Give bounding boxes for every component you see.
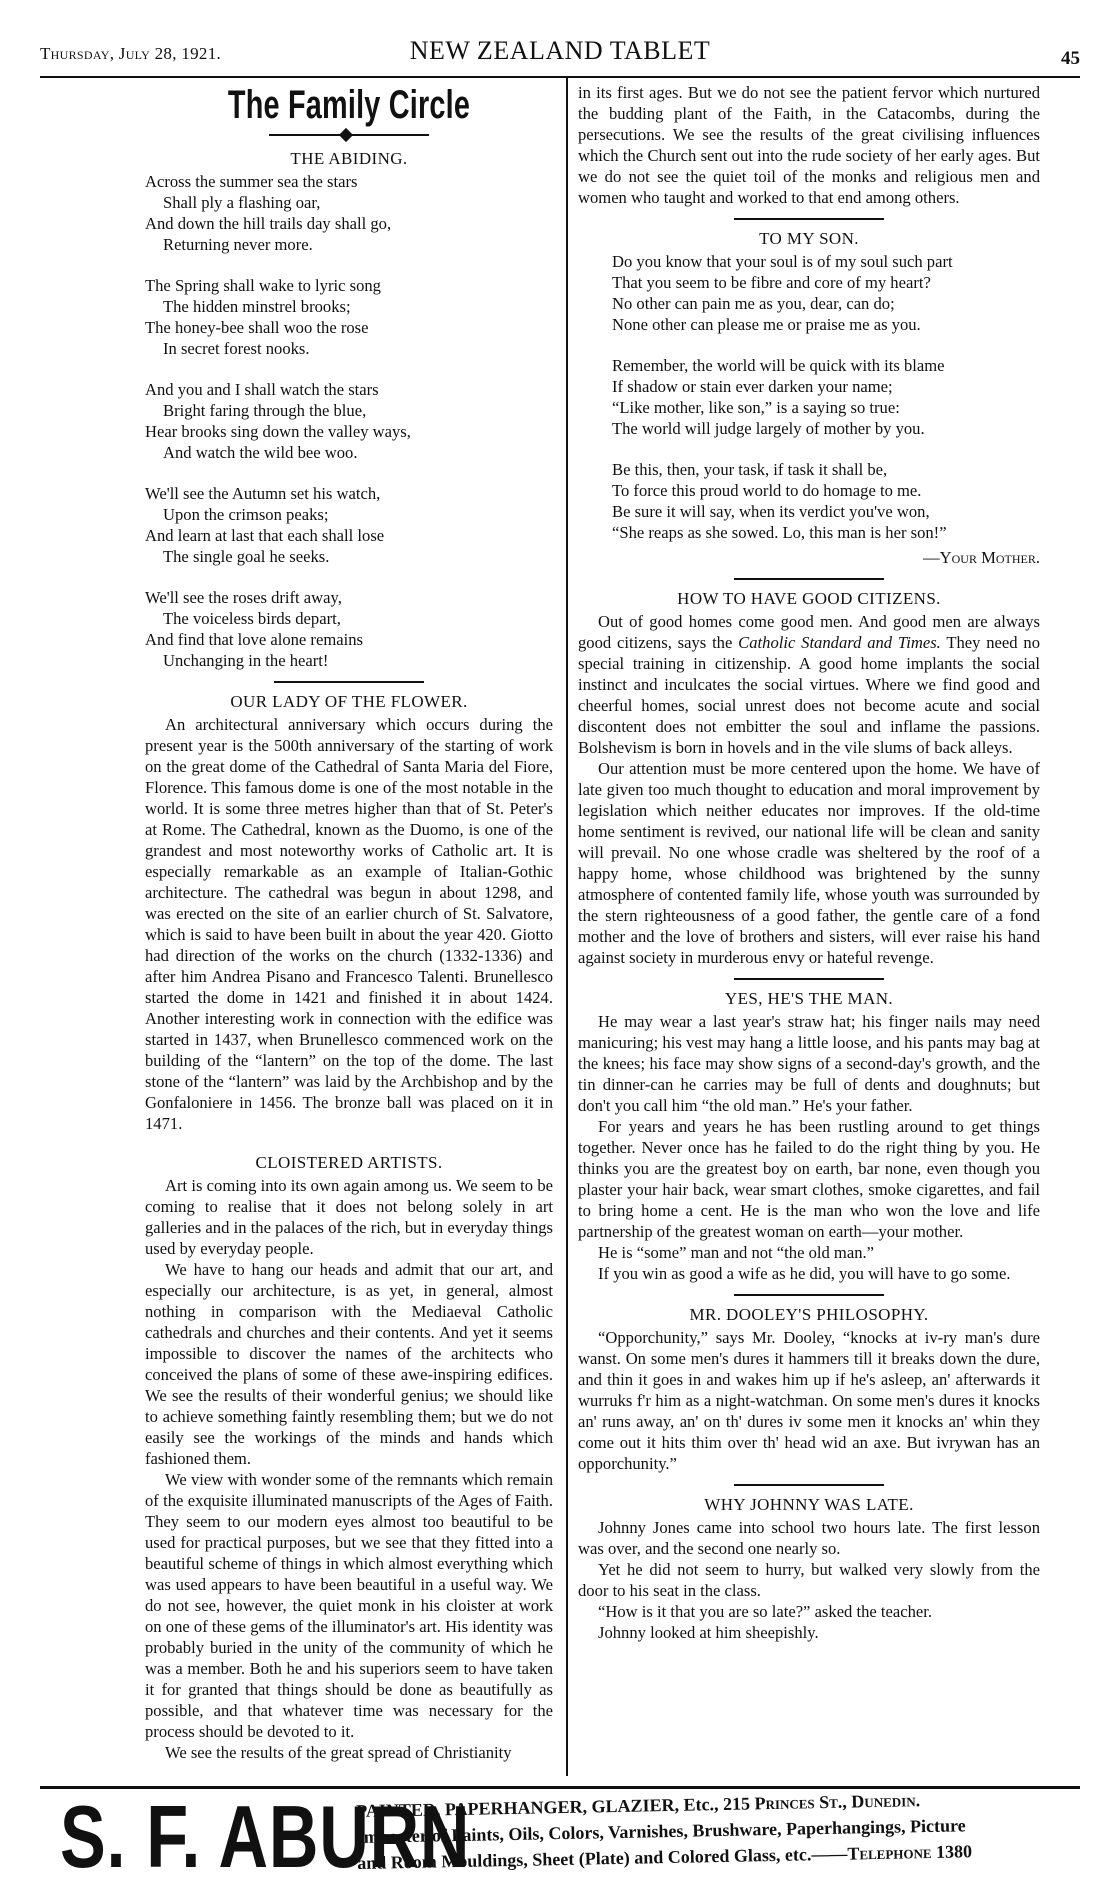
divider — [734, 978, 884, 980]
poem-line: Unchanging in the heart! — [163, 651, 329, 670]
paragraph: An architectural anniversary which occurs during the present year is the 500th anniversary of the starting of work on the great dome of the Cathedral of Santa Maria del Fiore, Florence. This famous dome is one of the most notable in the world. It is some three metres higher than that of St. Peter's at Rome. The Cathedral, known as the Duomo, is one of the grandest and most noteworthy works of Catholic art. It is especially remarkable as an example of Italian-Gothic architecture. The cathedral was begun in about 1298, and was erected on the site of an earlier church of St. Salvatore, which is said to have been built in about the year 420. Giotto had direction of the works on the church (1332-1336) and after him Andrea Pisano and Francesco Talenti. Brunellesco started the dome in 1421 and finished it in about 1424. Another interesting work in connection with the edifice was started in 1437, when Brunellesco commenced work on the building of the “lantern” on the top of the dome. The last stone of the “lantern” was laid by the Archbishop and by the Gonfaloniere in 1456. The bronze ball was placed on it in 1471. — [145, 715, 553, 1133]
poem-line: We'll see the Autumn set his watch, — [145, 484, 381, 503]
poem-line: Upon the crimson peaks; — [163, 505, 329, 524]
poem-signoff: —Your Mother. — [923, 548, 1040, 567]
divider — [734, 578, 884, 580]
poem-line: No other can pain me as you, dear, can do; — [612, 294, 895, 313]
section-title: The Family Circle — [227, 83, 471, 127]
paragraph: He is “some” man and not “the old man.” — [598, 1243, 875, 1262]
divider — [734, 1484, 884, 1486]
poem-line: Do you know that your soul is of my soul such part — [612, 252, 953, 271]
divider — [734, 1294, 884, 1296]
text-run: Out of good homes come good men. And good men are always good citizens, says the — [578, 612, 1040, 652]
page-number: 45 — [1061, 48, 1080, 69]
good-citizens-paragraph — [578, 611, 1040, 758]
poem-line: And find that love alone remains — [145, 630, 363, 649]
column-rule — [566, 76, 568, 1776]
poem-line: Remember, the world will be quick with its blame — [612, 356, 945, 375]
poem-line: And watch the wild bee woo. — [163, 443, 358, 462]
good-citizens-paragraph: Our attention must be more centered upon the home. We have of late given too much thought to education and moral improvement by legislation which neither educates nor improves. If the old-time home sentiment is revived, our national life will be clean and sanity will prevail. No one whose cradle was sheltered by the roof of a happy home, whose childhood was brightened by the sunny atmosphere of contented family life, whose youth was surrounded by the stern righteousness of a good father, the gentle care of a fond mother and the love of brothers and sisters, will ever raise his hand against society in murderous envy or hateful revenge. — [578, 759, 1040, 967]
text-run: Telephone 1380 — [847, 1841, 973, 1864]
paragraph: Art is coming into its own again among us. We seem to be coming to realise that it does not belong solely in art galleries and in the palaces of the rich, but in everyday things used by everyday people. — [145, 1176, 553, 1258]
stanza — [612, 459, 1040, 543]
advertiser-name: S. F. ABURN — [60, 1787, 471, 1886]
paragraph: We view with wonder some of the remnants which remain of the exquisite illuminated manuscripts of the Ages of Faith. They seem to our modern eyes almost too beautiful to be used for practical purposes, but we see that they fitted into a beautiful scheme of things in which almost everything which was used appears to have been beautiful in a useful way. We do not see, however, the quiet monk in his cloister at work on one of these gems of the illuminator's art. His identity was probably buried in the unity of the community of which he was a member. Both he and his superiors seem to have taken it for granted that things should be done as beautifully as possible, and that whatever time was necessary for the process should be devoted to it. — [145, 1470, 553, 1741]
article-title-our-lady: OUR LADY OF THE FLOWER. — [230, 692, 468, 711]
stanza — [145, 483, 553, 567]
poem-line: That you seem to be fibre and core of my heart? — [612, 273, 931, 292]
paragraph: Johnny looked at him sheepishly. — [598, 1623, 819, 1642]
poem-line: And down the hill trails day shall go, — [145, 214, 392, 233]
stanza — [145, 171, 553, 255]
poem-abiding — [145, 171, 553, 671]
article-title-good-citizens: HOW TO HAVE GOOD CITIZENS. — [677, 589, 941, 608]
paragraph: We have to hang our heads and admit that our art, and especially our architecture, is as yet, in general, almost nothing in comparison with the Mediaeval Catholic cathedrals and churches and their contents. And yet it seems impossible to discover the names of the architects who conceived the plans of some of these awe-inspiring edifices. We see the results of their wonderful genius; we should like to achieve something faintly resembling them; but we do not easily see the workings of the minds and hands which fashioned them. — [145, 1260, 553, 1468]
header-rule — [40, 76, 1080, 78]
continuation-paragraph: in its first ages. But we do not see the patient fervor which nurtured the budding plant of the Faith, in the Catacombs, during the persecutions. We see the results of the great civilising influences which the Church sent out into the rude society of her early ages. But we do not see the quiet toil of the monks and religious men and women who taught and worked to that end among others. — [578, 83, 1040, 207]
article-title-yes-hes-the-man: YES, HE'S THE MAN. — [724, 989, 894, 1008]
poem-line: The honey-bee shall woo the rose — [145, 318, 369, 337]
poem-line: Shall ply a flashing oar, — [163, 193, 321, 212]
left-column — [145, 82, 553, 1763]
article-title-dooley: MR. DOOLEY'S PHILOSOPHY. — [689, 1305, 929, 1324]
advertisement — [60, 1787, 1080, 1886]
poem-line: “She reaps as she sowed. Lo, this man is her son!” — [612, 523, 947, 542]
paragraph: “How is it that you are so late?” asked the teacher. — [598, 1602, 933, 1621]
poem-line: “Like mother, like son,” is a saying so true: — [612, 398, 900, 417]
article-title-johnny: WHY JOHNNY WAS LATE. — [704, 1495, 914, 1514]
issue-date: Thursday, July 28, 1921. — [40, 44, 222, 63]
masthead: NEW ZEALAND TABLET — [409, 36, 711, 65]
poem-line: Be this, then, your task, if task it shall be, — [612, 460, 888, 479]
article-title-cloistered: CLOISTERED ARTISTS. — [255, 1153, 443, 1172]
poem-line: And learn at last that each shall lose — [145, 526, 385, 545]
poem-line: In secret forest nooks. — [163, 339, 310, 358]
text-run: Princes St., Dunedin. — [754, 1790, 921, 1814]
poem-line: Bright faring through the blue, — [163, 401, 367, 420]
article-yes-hes-the-man — [578, 1011, 1040, 1284]
poem-line: If shadow or stain ever darken your name; — [612, 377, 893, 396]
paragraph: If you win as good a wife as he did, you will have to go some. — [598, 1264, 1011, 1283]
poem-line: The hidden minstrel brooks; — [163, 297, 351, 316]
poem-line: We'll see the roses drift away, — [145, 588, 342, 607]
stanza — [612, 251, 1040, 335]
text-run: and Room Mouldings, Sheet (Plate) and Colored Glass, etc.—— — [357, 1843, 848, 1873]
article-cloistered — [145, 1175, 553, 1763]
poem-line: None other can please me or praise me as you. — [612, 315, 921, 334]
paragraph: He may wear a last year's straw hat; his finger nails may need manicuring; his vest may hang a little loose, and his pants may bag at the knees; his face may show signs of a second-day's growth, and the tin dinner-can he carries may be full of dents and doughnuts; but don't you call him “the old man.” He's your father. — [578, 1012, 1040, 1115]
text-run: They need no special training in citizenship. A good home implants the social instinct and inculcates the social virtues. Where we find good and cheerful homes, social unrest does not become acute and social discontent does not embitter the soul and inflame the passions. Bolshevism is born in hovels and in the vile slums of back alleys. — [578, 633, 1040, 757]
poem-title-to-my-son: TO MY SON. — [759, 229, 859, 248]
page-header — [40, 34, 1080, 74]
poem-line: The Spring shall wake to lyric song — [145, 276, 381, 295]
poem-line: The voiceless birds depart, — [163, 609, 341, 628]
poem-line: And you and I shall watch the stars — [145, 380, 379, 399]
poem-line: Hear brooks sing down the valley ways, — [145, 422, 411, 441]
paragraph: For years and years he has been rustling around to get things together. Never once has he failed to do the right thing by you. He thinks you are the greatest boy on earth, bar none, even though you plaster your hair back, wear smart clothes, smoke cigarettes, and fail to bring home a cent. He is the man who won the love and life partnership of the greatest woman on earth—your mother. — [578, 1117, 1040, 1241]
ornament-divider — [269, 134, 429, 138]
stanza — [145, 587, 553, 671]
text-run: PAINTER, PAPERHANGER, GLAZIER, Etc., 215 — [356, 1793, 755, 1821]
poem-line: Across the summer sea the stars — [145, 172, 358, 191]
stanza — [145, 379, 553, 463]
divider — [734, 218, 884, 220]
paragraph: We see the results of the great spread of Christianity — [165, 1743, 512, 1762]
paragraph: Yet he did not seem to hurry, but walked very slowly from the door to his seat in the class. — [578, 1560, 1040, 1600]
article-our-lady — [145, 714, 553, 1134]
paragraph: Johnny Jones came into school two hours late. The first lesson was over, and the second one nearly so. — [578, 1518, 1040, 1558]
advertisement-text — [356, 1784, 1097, 1876]
publication-name: Catholic Standard and Times. — [738, 633, 941, 652]
advertisement-line: Importer of Paints, Oils, Colors, Varnishes, Brushware, Paperhangings, Picture — [356, 1815, 966, 1847]
article-dooley — [578, 1327, 1040, 1474]
poem-line: Returning never more. — [163, 235, 313, 254]
article-johnny — [578, 1517, 1040, 1643]
divider — [274, 681, 424, 683]
right-column — [578, 82, 1040, 1643]
stanza — [145, 275, 553, 359]
poem-line: The single goal he seeks. — [163, 547, 330, 566]
poem-title-abiding: THE ABIDING. — [290, 149, 408, 168]
poem-line: Be sure it will say, when its verdict you've won, — [612, 502, 930, 521]
paragraph: “Opporchunity,” says Mr. Dooley, “knocks at iv-ry man's dure wanst. On some men's dures it hammers till it breaks down the dure, and thin it goes in and wakes him up if he's asleep, an' afterwards it wurruks f'r him as a night-watchman. On some men's dures it knocks an' runs away, an' on th' dures iv some men it knocks an' whin they come out it hits thim over th' head wid an axe. But ivrywan has an opporchunity.” — [578, 1328, 1040, 1473]
stanza — [612, 355, 1040, 439]
poem-line: The world will judge largely of mother by you. — [612, 419, 925, 438]
poem-line: To force this proud world to do homage to me. — [612, 481, 922, 500]
poem-to-my-son — [578, 251, 1040, 543]
